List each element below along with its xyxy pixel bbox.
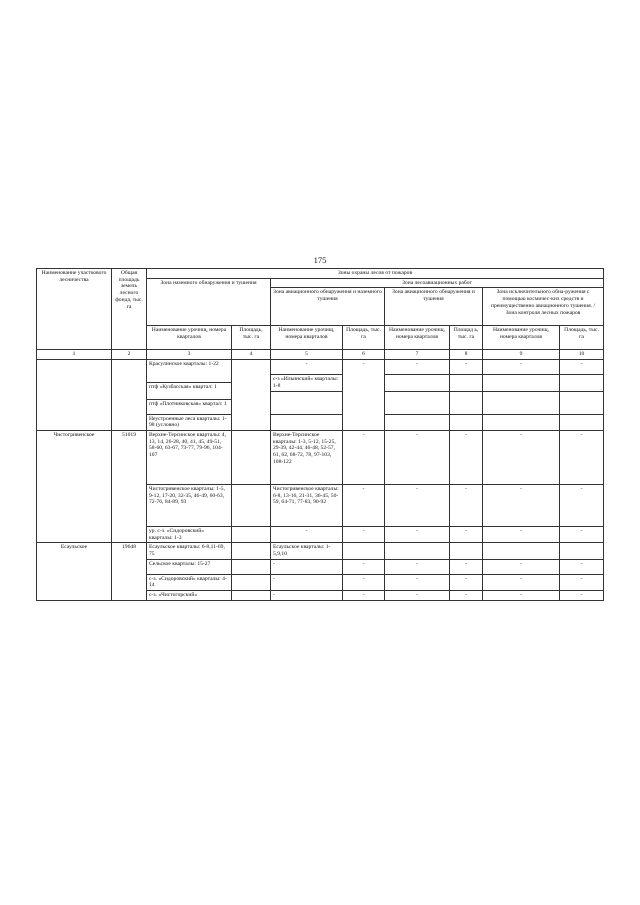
cell-name: Верхне-Терсинское кварталы: 1-3, 5-12, 15-25, 29-39, 42-44, 46-48, 52-57, 61, 62, 68-72, 78, 97-103, 108-122 <box>271 430 343 484</box>
cell-name: Неустроенные леса кварталы: 1-98 (условно) <box>147 414 232 430</box>
cell-area: - <box>560 591 604 601</box>
cell-name: Верхне-Терсинское кварталы: 4, 13, 14, 26-28, 40, 41, 45, 49-51, 58-60, 63-67, 73-77, 79-96, 104-107 <box>147 430 232 484</box>
cell-name: - <box>483 430 560 484</box>
cell-name <box>483 391 560 414</box>
col-number: 3 <box>147 350 232 360</box>
cell-name: - <box>385 430 450 484</box>
cell-name: - <box>271 559 343 574</box>
cell-area: - <box>560 559 604 574</box>
header-total-area: Общая площадь земель лесного фонда, тыс. га <box>112 269 147 350</box>
cell-name: - <box>385 360 450 375</box>
header-area-col4: Площадь, тыс. га <box>232 326 271 350</box>
cell-name: Чистогривенское кварталы: 6-8, 13-16, 21-31, 36-45, 50-59, 64-71, 77-83, 90-92 <box>271 484 343 526</box>
cell-area: - <box>343 430 385 484</box>
cell-area: - <box>450 591 483 601</box>
cell-area <box>232 543 271 559</box>
col-number: 4 <box>232 350 271 360</box>
col-number: 5 <box>271 350 343 360</box>
cell-area: - <box>450 526 483 542</box>
col-number: 8 <box>450 350 483 360</box>
cell-name <box>385 414 450 430</box>
cell-name: Красулинское кварталы: 1-22 <box>147 360 232 383</box>
cell-area <box>450 543 483 559</box>
cell-name: - <box>483 526 560 542</box>
header-area-col8: Площад ь, тыс. га <box>450 326 483 350</box>
cell-area <box>343 543 385 559</box>
cell-area: - <box>560 430 604 484</box>
cell-name: - <box>271 526 343 542</box>
cell-area <box>560 543 604 559</box>
forestry-area-cell: 51019 <box>112 430 147 542</box>
table-row <box>37 360 604 375</box>
cell-area: - <box>450 559 483 574</box>
cell-name: - <box>385 484 450 526</box>
cell-name: Сельское кварталы: 15-27 <box>147 559 232 574</box>
cell-area: - <box>343 360 385 431</box>
cell-area: - <box>343 526 385 542</box>
cell-name <box>483 543 560 559</box>
header-name-col7: Наименование урочищ, номера кварталов <box>385 326 450 350</box>
col-number: 9 <box>483 350 560 360</box>
cell-name <box>271 391 343 414</box>
forestry-area-cell <box>112 360 147 431</box>
cell-area: - <box>450 360 483 375</box>
header-name-col3: Наименование урочищ, номера кварталов <box>147 326 232 350</box>
cell-name: ур. с-з. «Сидоровский» кварталы: 1-3 <box>147 526 232 542</box>
header-area-col10: Площадь, тыс. га <box>560 326 604 350</box>
cell-area <box>232 526 271 542</box>
col-number: 7 <box>385 350 450 360</box>
cell-name: - <box>271 574 343 590</box>
forestry-area-cell: 19648 <box>112 543 147 601</box>
cell-area: - <box>343 559 385 574</box>
header-avia-works: Зона лесоавиационных работ <box>271 278 604 288</box>
header-forestry-name: Наименование участкового лесничества <box>37 269 112 350</box>
cell-name <box>271 414 343 430</box>
table-row <box>37 430 604 484</box>
cell-area <box>232 591 271 601</box>
header-zones-title: Зоны охраны лесов от пожаров <box>147 269 604 279</box>
cell-area <box>232 430 271 484</box>
page-number: 175 <box>313 255 327 265</box>
cell-area <box>560 375 604 391</box>
cell-area: - <box>343 484 385 526</box>
cell-name: - <box>483 591 560 601</box>
forestry-name-cell: Есаульское <box>37 543 112 601</box>
cell-area <box>560 414 604 430</box>
cell-name: Чистогривенское кварталы: 1-5, 9-12, 17-20, 32-35, 46-49, 60-63, 72-76, 84-89, 93 <box>147 484 232 526</box>
cell-area: - <box>560 360 604 375</box>
header-name-col5: Наименование урочищ, номера кварталов <box>271 326 343 350</box>
cell-name: - <box>385 559 450 574</box>
cell-name: с-з «Ильинский» кварталы: 1-8 <box>271 375 343 391</box>
header-avia-ground-zone: Зона авиационного обнаружения и наземного тушения <box>271 288 385 326</box>
forestry-name-cell: Чистогривенское <box>37 430 112 542</box>
cell-area: - <box>560 484 604 526</box>
cell-area <box>232 574 271 590</box>
cell-name: Есаульское кварталы: 6-8,11-69, 75 <box>147 543 232 559</box>
cell-area <box>450 414 483 430</box>
cell-area: - <box>450 484 483 526</box>
header-avia-zone: Зона авиационного обнаружения и тушения <box>385 288 483 326</box>
col-number: 6 <box>343 350 385 360</box>
cell-area: - <box>450 574 483 590</box>
cell-name: птф «Кузбасская» квартал: 1 <box>147 383 232 399</box>
cell-name: Есаульское кварталы: 1-5,9,10 <box>271 543 343 559</box>
cell-name: с-з. «Сидоровский» кварталы: 4-14 <box>147 574 232 590</box>
col-number: 1 <box>37 350 112 360</box>
col-number: 10 <box>560 350 604 360</box>
cell-area <box>450 375 483 391</box>
col-number: 2 <box>112 350 147 360</box>
cell-name: с-з. «Чистогорский» <box>147 591 232 601</box>
cell-name: - <box>483 559 560 574</box>
cell-area <box>232 360 271 431</box>
cell-name: птф «Плотниковская» квартал: 1 <box>147 399 232 414</box>
header-area-col6: Площадь, тыс. га <box>343 326 385 350</box>
cell-area: - <box>343 574 385 590</box>
cell-name: - <box>385 526 450 542</box>
header-ground-zone: Зона наземного обнаружения и тушения <box>147 278 271 326</box>
cell-area <box>560 391 604 414</box>
cell-name: - <box>271 591 343 601</box>
cell-area <box>232 559 271 574</box>
cell-name: - <box>483 574 560 590</box>
cell-name: - <box>271 360 343 375</box>
forestry-name-cell <box>37 360 112 431</box>
cell-name: - <box>385 574 450 590</box>
cell-area: - <box>560 574 604 590</box>
cell-name: - <box>385 591 450 601</box>
cell-name <box>385 391 450 414</box>
cell-name <box>385 543 450 559</box>
cell-area <box>232 484 271 526</box>
cell-area: - <box>560 526 604 542</box>
cell-area: - <box>450 430 483 484</box>
cell-name <box>483 375 560 391</box>
cell-name: - <box>483 484 560 526</box>
cell-area <box>450 391 483 414</box>
header-exclusive-zone: Зона исключительного обна-ружения с помощью космичес-ких средств и преимущественно авиационного тушения. / Зона контроля лесных пожаров <box>483 288 604 326</box>
cell-name <box>385 375 450 391</box>
header-name-col9: Наименование урочищ, номера кварталов <box>483 326 560 350</box>
table-row <box>37 543 604 559</box>
fire-zones-table <box>36 268 604 601</box>
cell-name <box>483 414 560 430</box>
cell-name: - <box>483 360 560 375</box>
cell-area: - <box>343 591 385 601</box>
